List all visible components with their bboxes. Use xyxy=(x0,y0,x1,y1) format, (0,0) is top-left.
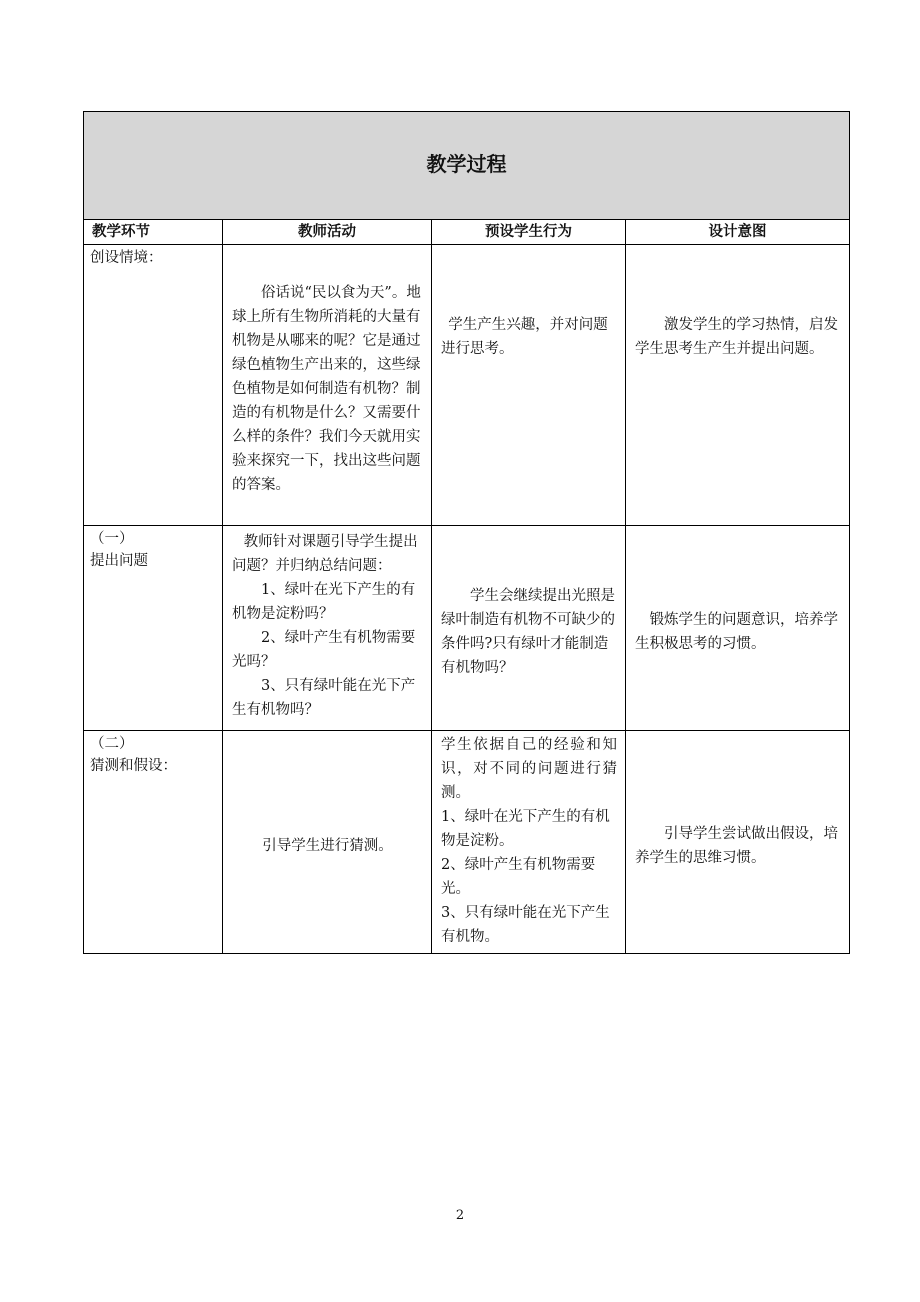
design-intent-cell xyxy=(626,245,850,526)
teaching-process-table xyxy=(83,111,850,954)
teacher-activity-cell xyxy=(223,731,432,954)
stage-label: 猜测和假设： xyxy=(90,758,177,774)
table-row xyxy=(84,731,850,954)
teacher-question-3: 3、只有绿叶能在光下产生有机物吗？ xyxy=(232,678,416,718)
stage-label: 提出问题 xyxy=(90,553,148,569)
teacher-activity-cell xyxy=(223,245,432,526)
header-stage: 教学环节 xyxy=(84,220,223,245)
stage-label: 创设情境： xyxy=(90,250,163,266)
teacher-activity-cell xyxy=(223,526,432,731)
student-text: 学生依据自己的经验和知识，对不同的问题进行猜测。 xyxy=(441,737,617,801)
student-text: 学生产生兴趣，并对问题进行思考。 xyxy=(441,317,608,357)
stage-number: （一） xyxy=(90,531,134,547)
student-behavior-cell xyxy=(432,526,626,731)
design-intent-cell xyxy=(626,526,850,731)
student-hypothesis-1: 1、绿叶在光下产生的有机物是淀粉。 xyxy=(441,809,610,849)
student-text: 学生会继续提出光照是绿叶制造有机物不可缺少的条件吗?只有绿叶才能制造有机物吗？ xyxy=(441,588,615,676)
teacher-text: 俗话说“民以食为天”。地球上所有生物所消耗的大量有机物是从哪来的呢？它是通过绿色植物生产出来的，这些绿色植物是如何制造有机物？制造的有机物是什么？又需要什么样的条件？我们今天就用实验来探究一下，找出这些问题的答案。 xyxy=(232,285,421,493)
teacher-text: 引导学生进行猜测。 xyxy=(262,838,393,854)
student-hypothesis-3: 3、只有绿叶能在光下产生有机物。 xyxy=(441,905,610,945)
intent-text: 引导学生尝试做出假设，培养学生的思维习惯。 xyxy=(635,826,838,866)
teacher-text: 教师针对课题引导学生提出问题？并归纳总结问题： xyxy=(232,534,418,574)
teacher-question-2: 2、绿叶产生有机物需要光吗？ xyxy=(232,630,416,670)
header-design-intent: 设计意图 xyxy=(626,220,850,245)
stage-cell xyxy=(84,245,223,526)
stage-cell xyxy=(84,731,223,954)
stage-cell xyxy=(84,526,223,731)
table-title: 教学过程 xyxy=(426,152,507,176)
design-intent-cell xyxy=(626,731,850,954)
student-behavior-cell xyxy=(432,731,626,954)
intent-text: 激发学生的学习热情，启发学生思考生产生并提出问题。 xyxy=(635,317,838,357)
student-hypothesis-2: 2、绿叶产生有机物需要光。 xyxy=(441,857,596,897)
stage-number: （二） xyxy=(90,736,134,752)
table-row xyxy=(84,245,850,526)
table-title-cell xyxy=(84,112,850,220)
intent-text: 锻炼学生的问题意识，培养学生积极思考的习惯。 xyxy=(635,612,838,652)
header-student-behavior: 预设学生行为 xyxy=(432,220,626,245)
page-number: 2 xyxy=(455,1208,465,1223)
teacher-question-1: 1、绿叶在光下产生的有机物是淀粉吗？ xyxy=(232,582,416,622)
student-behavior-cell xyxy=(432,245,626,526)
table-row xyxy=(84,526,850,731)
header-teacher-activity: 教师活动 xyxy=(223,220,432,245)
